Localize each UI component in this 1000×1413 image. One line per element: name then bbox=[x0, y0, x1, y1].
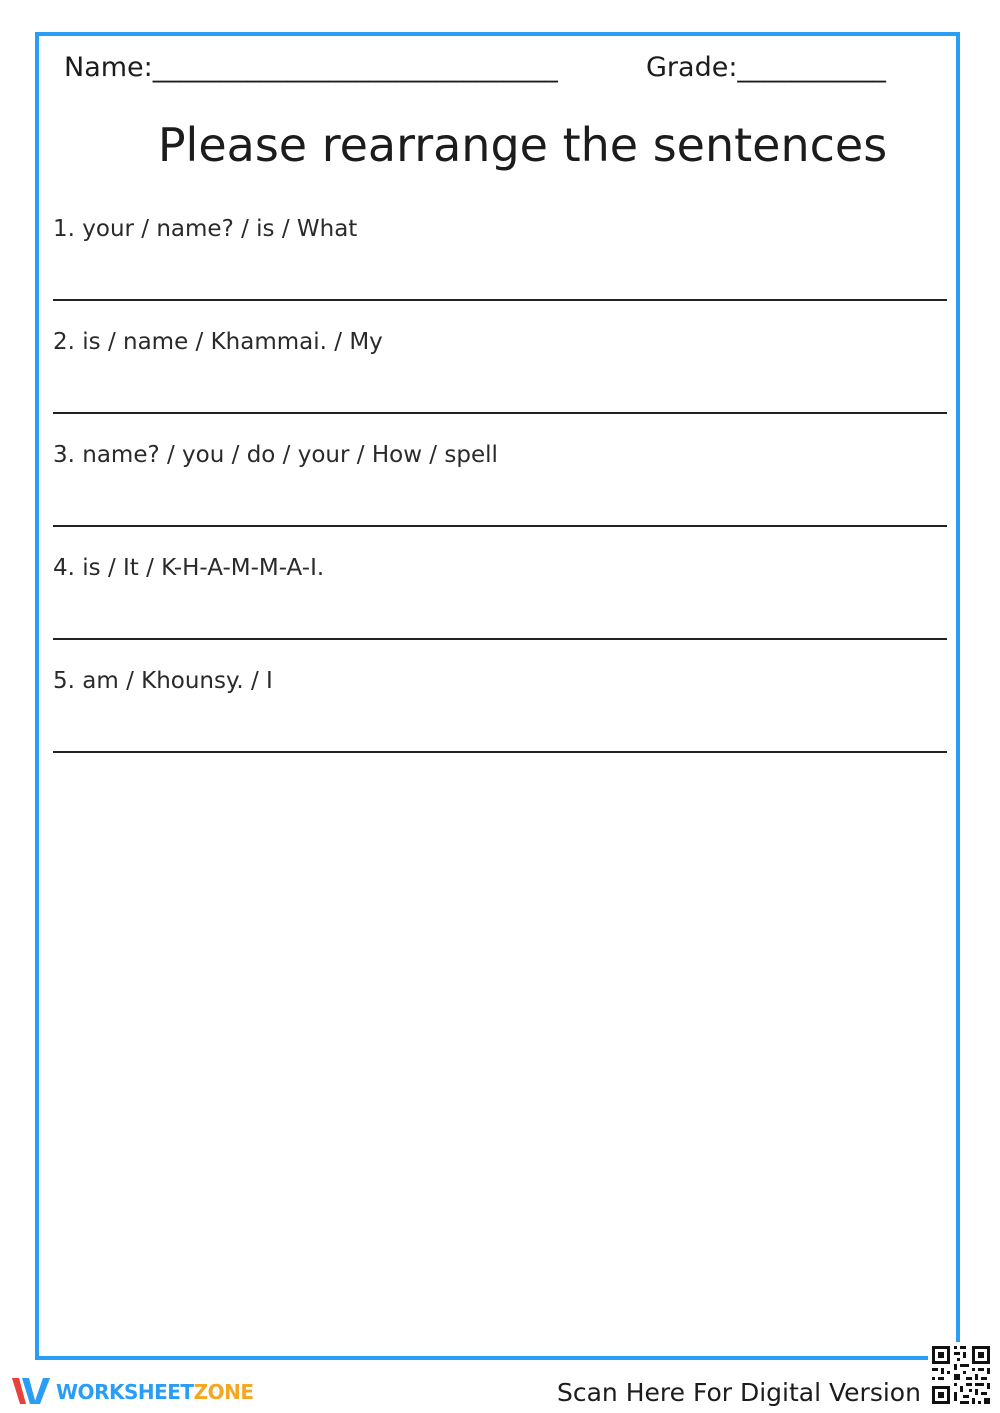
student-info-row bbox=[64, 52, 924, 92]
answer-line[interactable] bbox=[53, 638, 947, 640]
question-item bbox=[53, 552, 947, 665]
logo-w-icon bbox=[10, 1374, 54, 1410]
question-item bbox=[53, 326, 947, 439]
question-item bbox=[53, 213, 947, 326]
question-text: 3. name? / you / do / your / How / spell bbox=[53, 442, 498, 468]
worksheet-zone-logo[interactable] bbox=[10, 1374, 253, 1410]
scan-instruction: Scan Here For Digital Version bbox=[557, 1378, 921, 1407]
name-field[interactable]: Name:______________________________ bbox=[64, 52, 558, 83]
question-list bbox=[53, 213, 947, 778]
grade-field[interactable]: Grade:___________ bbox=[646, 52, 886, 83]
logo-wordmark: WORKSHEETZONE bbox=[56, 1380, 254, 1404]
answer-line[interactable] bbox=[53, 751, 947, 753]
question-item bbox=[53, 439, 947, 552]
question-item bbox=[53, 665, 947, 778]
page-title: Please rearrange the sentences bbox=[157, 118, 888, 172]
answer-line[interactable] bbox=[53, 525, 947, 527]
question-text: 2. is / name / Khammai. / My bbox=[53, 329, 383, 355]
answer-line[interactable] bbox=[53, 412, 947, 414]
qr-code-icon[interactable] bbox=[928, 1342, 994, 1408]
question-text: 4. is / It / K-H-A-M-M-A-I. bbox=[53, 555, 325, 581]
answer-line[interactable] bbox=[53, 299, 947, 301]
question-text: 5. am / Khounsy. / I bbox=[53, 668, 273, 694]
question-text: 1. your / name? / is / What bbox=[53, 216, 358, 242]
